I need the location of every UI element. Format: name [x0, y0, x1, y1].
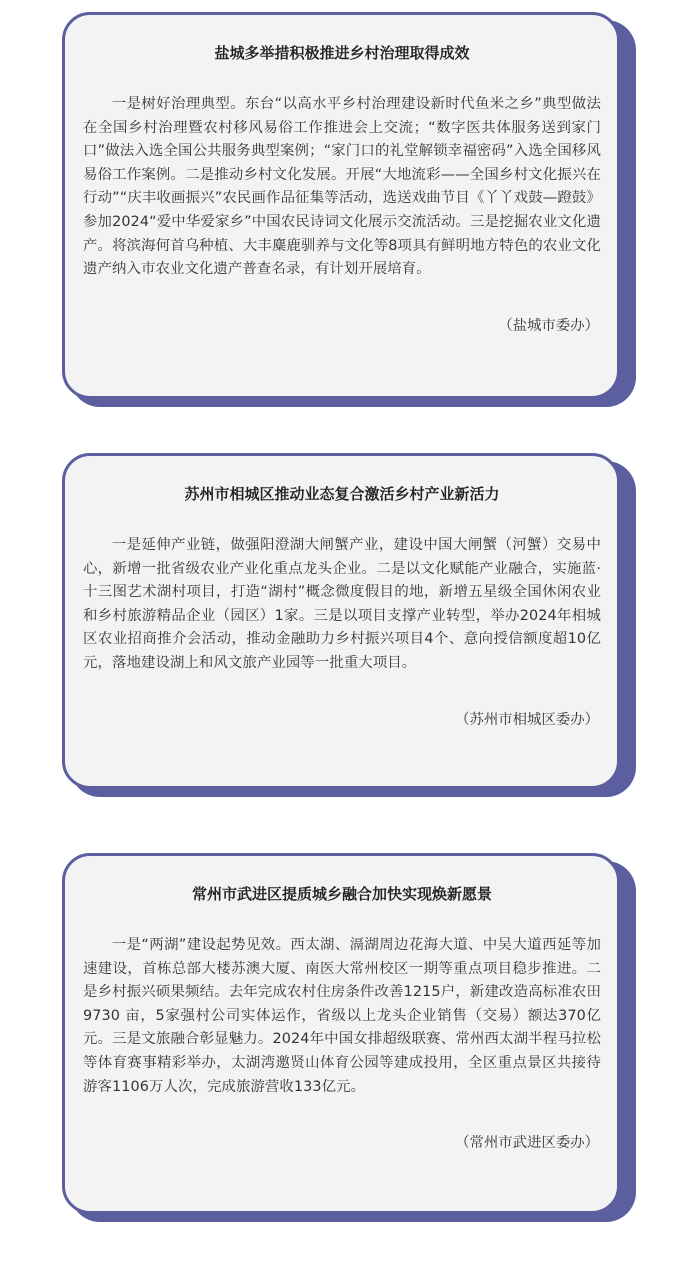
- news-card-xiangcheng: [62, 453, 634, 789]
- card-title: 苏州市相城区推动业态复合激活乡村产业新活力: [184, 485, 500, 503]
- card-body: 一是延伸产业链，做强阳澄湖大闸蟹产业，建设中国大闸蟹（河蟹）交易中心，新增一批省级农业产业化重点龙头企业。二是以文化赋能产业融合，实施蓝·十三图艺术湖村项目，打造“湖村”概念微度假目的地，新增五星级全国休闲农业和乡村旅游精品企业（园区）1家。三是以项目支撑产业转型，举办2024年相城区农业招商推介会活动，推动金融助力乡村振兴项目4个、意向授信额度超10亿元，落地建设湖上和风文旅产业园等一批重大项目。: [83, 537, 601, 671]
- card-source: （常州市武进区委办）: [455, 1135, 599, 1152]
- card-title: 盐城多举措积极推进乡村治理取得成效: [214, 44, 470, 62]
- card-body: 一是“两湖”建设起势见效。西太湖、滆湖周边花海大道、中吴大道西延等加速建设，首栋总部大楼苏澳大厦、南医大常州校区一期等重点项目稳步推进。二是乡村振兴硕果频结。去年完成农村住房条件改善1215户，新建改造高标准农田9730 亩，5家强村公司实体运作，省级以上龙头企业销售（交易）额达370亿元。三是文旅融合彰显魅力。2024年中国女排超级联赛、常州西太湖半程马拉松等体育赛事精彩举办，太湖湾邀贤山体育公园等建成投用，全区重点景区共接待游客1106万人次，完成旅游营收133亿元。: [83, 937, 601, 1095]
- card-panel: [62, 853, 620, 1214]
- card-source: （苏州市相城区委办）: [455, 711, 599, 728]
- news-card-wujin: [62, 853, 634, 1214]
- news-card-yancheng: [62, 12, 634, 399]
- card-panel: [62, 12, 620, 399]
- card-title: 常州市武进区提质城乡融合加快实现焕新愿景: [191, 885, 492, 903]
- card-panel: [62, 453, 620, 789]
- card-body: 一是树好治理典型。东台“以高水平乡村治理建设新时代鱼米之乡”典型做法在全国乡村治理暨农村移风易俗工作推进会上交流；“数字医共体服务送到家门口”做法入选全国公共服务典型案例；“家门口的礼堂解锁幸福密码”入选全国移风易俗工作案例。二是推动乡村文化发展。开展“大地流彩——全国乡村文化振兴在行动”“庆丰收画振兴”农民画作品征集等活动，选送戏曲节目《丫丫戏鼓—蹬鼓》参加2024“爱中华爱家乡”中国农民诗词文化展示交流活动。三是挖掘农业文化遗产。将滨海何首乌种植、大丰麋鹿驯养与文化等8项具有鲜明地方特色的农业文化遗产纳入市农业文化遗产普查名录，有计划开展培育。: [83, 96, 601, 278]
- card-source: （盐城市委办）: [498, 317, 599, 334]
